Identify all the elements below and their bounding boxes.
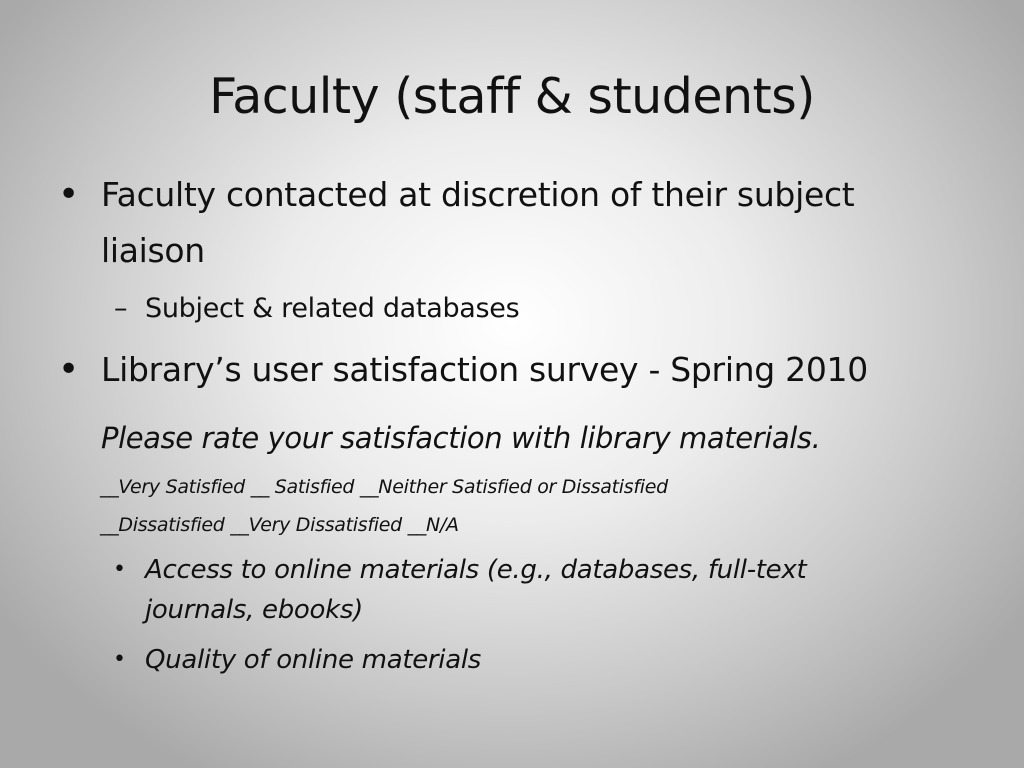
bullet-text-line: liaison	[101, 231, 205, 270]
survey-item-line: Access to online materials (e.g., databases, full-text	[145, 555, 807, 585]
survey-prompt: Please rate your satisfaction with library materials.	[101, 421, 821, 455]
survey-item-line: Quality of online materials	[145, 645, 482, 675]
bullet-point: •	[58, 174, 80, 215]
sub-bullet-text: Subject & related databases	[145, 293, 520, 324]
slide-title: Faculty (staff & students)	[209, 68, 815, 125]
survey-scale-line: __Dissatisfied __Very Dissatisfied __N/A	[100, 514, 459, 536]
bullet-text-line: Library’s user satisfaction survey - Spring 2010	[101, 350, 868, 389]
bullet-text-line: Faculty contacted at discretion of their subject	[101, 175, 855, 214]
survey-item-line: journals, ebooks)	[145, 595, 363, 625]
survey-scale-line: __Very Satisfied __ Satisfied __Neither Satisfied or Dissatisfied	[100, 476, 668, 498]
sub-bullet-dash: –	[114, 293, 128, 324]
survey-item-bullet: •	[113, 557, 126, 582]
bullet-point: •	[58, 349, 80, 390]
survey-item-bullet: •	[113, 647, 126, 672]
